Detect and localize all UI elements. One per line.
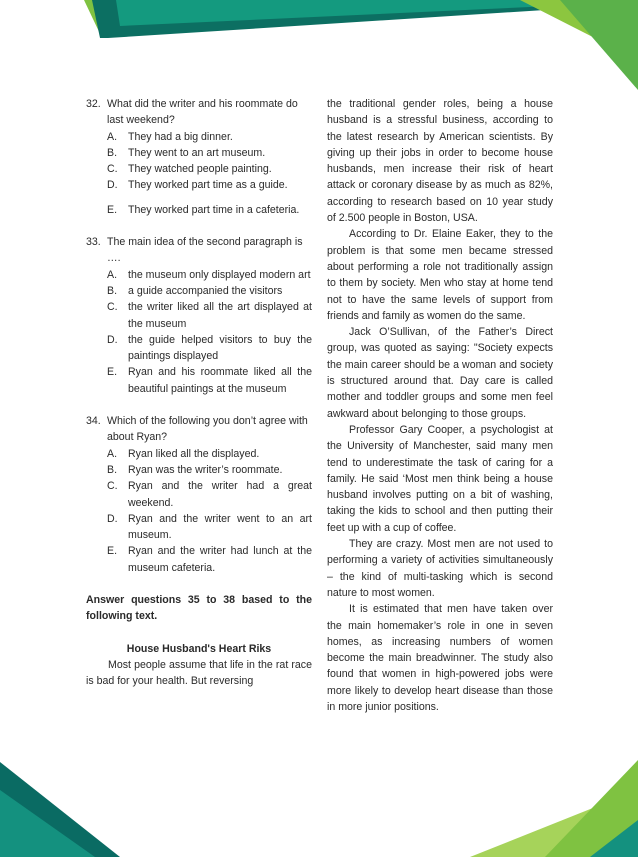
option-letter: C. bbox=[107, 480, 118, 493]
option-text: They worked part time in a cafeteria. bbox=[128, 203, 300, 216]
top-dark-band bbox=[92, 0, 638, 38]
left-column bbox=[86, 96, 312, 690]
option bbox=[86, 364, 312, 397]
question-number: 32. bbox=[86, 98, 101, 110]
instruction: Answer questions 35 to 38 based to the following text. bbox=[86, 594, 312, 623]
option-letter: B. bbox=[107, 146, 118, 159]
option-text: Ryan was the writer’s roommate. bbox=[128, 463, 283, 476]
option-text: the writer liked all the art displayed at the museum bbox=[128, 301, 312, 330]
bottom-right-green bbox=[545, 760, 638, 857]
bottom-left-teal bbox=[0, 790, 95, 857]
question-33 bbox=[86, 234, 312, 267]
option-letter: E. bbox=[107, 366, 118, 379]
option-text: They had a big dinner. bbox=[128, 130, 233, 143]
option bbox=[86, 129, 312, 145]
bottom-right-lime bbox=[470, 790, 638, 857]
top-right-lime bbox=[520, 0, 638, 60]
paragraph: It is estimated that men have taken over the main homemaker’s role in one in seven homes, as increasing numbers of women become the main breadwinner. The study also found that women in high-powered jobs were more likely to develop heart disease than those in more junior positions. bbox=[327, 603, 553, 713]
option-text: They watched people painting. bbox=[128, 163, 272, 176]
option-letter: D. bbox=[107, 179, 118, 192]
option bbox=[86, 202, 312, 218]
paragraph: According to Dr. Elaine Eaker, they to the problem is that some men became stressed about performing a role not traditionally assign to them by society. Men who stay at home tend not to have the same levels of support from friends and family as women do the same. bbox=[327, 228, 553, 322]
option-letter: A. bbox=[107, 447, 118, 460]
bottom-left-dark bbox=[0, 762, 120, 857]
option-text: They worked part time as a guide. bbox=[128, 179, 288, 192]
question-number: 34. bbox=[86, 415, 101, 428]
option bbox=[86, 283, 312, 299]
option-letter: C. bbox=[107, 301, 118, 314]
option-letter: B. bbox=[107, 284, 118, 297]
question-text: What did the writer and his roommate do last weekend? bbox=[107, 98, 298, 127]
option-text: the museum only displayed modern art bbox=[128, 268, 311, 281]
option-letter: D. bbox=[107, 512, 118, 525]
option-letter: A. bbox=[107, 268, 118, 281]
paragraph: Jack O’Sullivan, of the Father’s Direct group, was quoted as saying: "Society expects the main career should be a woman and society is structured around that. Day care is called mother and toddler groups and some men feel awkward about belonging to those groups. bbox=[327, 326, 553, 420]
paragraph: They are crazy. Most men are not used to performing a variety of activities simultaneously – the kind of multi-tasking which is second nature to most women. bbox=[327, 538, 553, 599]
option-letter: D. bbox=[107, 333, 118, 346]
option-text: Ryan and the writer went to an art museum. bbox=[128, 512, 312, 542]
question-text: The main idea of the second paragraph is …. bbox=[107, 236, 303, 265]
option-letter: A. bbox=[107, 130, 118, 143]
option bbox=[86, 446, 312, 462]
option-text: They went to an art museum. bbox=[128, 146, 266, 159]
option bbox=[86, 543, 312, 576]
option-text: Ryan liked all the displayed. bbox=[128, 447, 260, 460]
paragraph: Professor Gary Cooper, a psychologist at the University of Manchester, said many men tend to underestimate the task of caring for a family. He said ‘Most men think being a house husband involves putting on a bit of washing, taking the kids to school and then putting their feet up with a cup of coffee. bbox=[327, 423, 553, 534]
paragraph: Most people assume that life in the rat race is bad for your health. But reversing bbox=[86, 658, 312, 688]
option-letter: E. bbox=[107, 545, 118, 558]
option bbox=[86, 267, 312, 283]
option bbox=[86, 332, 312, 365]
option-letter: B. bbox=[107, 463, 118, 476]
bottom-right-teal bbox=[590, 820, 638, 857]
top-teal-band bbox=[116, 0, 638, 26]
option bbox=[86, 462, 312, 478]
question-32 bbox=[86, 96, 312, 129]
option bbox=[86, 299, 312, 332]
question-number: 33. bbox=[86, 236, 101, 249]
option-text: Ryan and his roommate liked all the beautiful paintings at the museum bbox=[128, 366, 312, 395]
option-letter: C. bbox=[107, 163, 118, 176]
option-text: a guide accompanied the visitors bbox=[128, 284, 283, 297]
right-column bbox=[327, 96, 553, 715]
paragraph: the traditional gender roles, being a house husband is a stressful business, according to the latest research by American scientists. By giving up their jobs in order to become house husbands, men increase their risk of heart attack or coronary disease by as much as 82%, according to research based on 10 year study of 2.500 people in Boston, USA. bbox=[327, 98, 553, 225]
top-green-band bbox=[84, 0, 130, 38]
option bbox=[86, 511, 312, 544]
question-34 bbox=[86, 413, 312, 446]
option-text: Ryan and the writer had lunch at the museum cafeteria. bbox=[128, 545, 312, 574]
option bbox=[86, 161, 312, 177]
article-title: House Husband's Heart Riks bbox=[126, 642, 272, 655]
option bbox=[86, 145, 312, 161]
option bbox=[86, 177, 312, 193]
question-text: Which of the following you don’t agree with about Ryan? bbox=[107, 415, 308, 444]
top-right-green bbox=[560, 0, 638, 90]
option-text: Ryan and the writer had a great weekend. bbox=[128, 480, 312, 509]
option-letter: E. bbox=[107, 203, 118, 216]
option bbox=[86, 478, 312, 511]
option-text: the guide helped visitors to buy the paintings displayed bbox=[128, 333, 312, 363]
